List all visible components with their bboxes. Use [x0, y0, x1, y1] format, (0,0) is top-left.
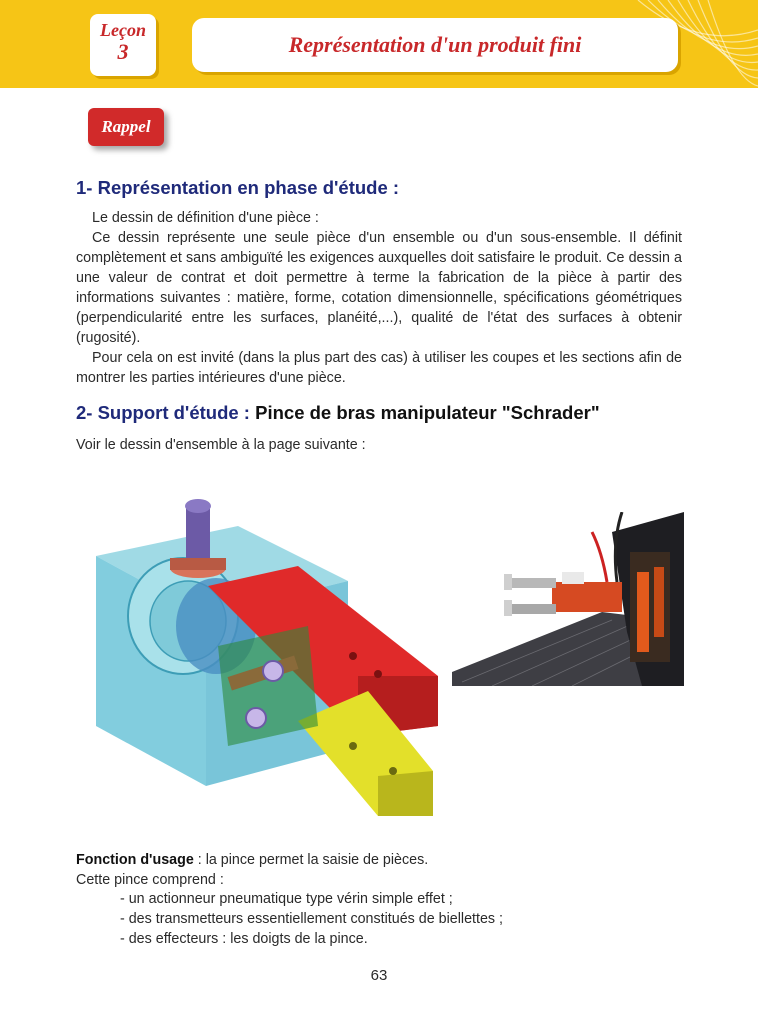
section1-coupes: Pour cela on est invité (dans la plus part des cas) à utiliser les coupes et les sections afin de montrer les parties intérieures d'une pièce. — [76, 350, 682, 386]
fonction-usage-label: Fonction d'usage — [76, 852, 194, 868]
section2-heading — [76, 402, 600, 424]
gripper-cad-illustration — [88, 486, 440, 826]
section2-heading-rest: Pince de bras manipulateur "Schrader" — [249, 402, 600, 423]
list-item: - un actionneur pneumatique type vérin simple effet ; — [120, 891, 453, 907]
rappel-tag: Rappel — [88, 108, 164, 146]
component-list — [120, 889, 503, 949]
fonction-usage-text: : la pince permet la saisie de pièces. — [193, 852, 429, 868]
page-number: 63 — [370, 967, 388, 984]
lesson-badge — [90, 14, 156, 76]
section1-heading: 1- Représentation en phase d'étude : — [76, 177, 400, 198]
section2-voir: Voir le dessin d'ensemble à la page suivante : — [76, 437, 366, 453]
title-box — [192, 18, 678, 72]
fonction-usage — [76, 850, 682, 870]
list-item: - des effecteurs : les doigts de la pince. — [120, 931, 368, 947]
section2-heading-colored: 2- Support d'étude : — [76, 402, 250, 423]
gripper-robot-photo — [452, 512, 684, 686]
pince-comprend: Cette pince comprend : — [76, 872, 224, 888]
page-title: Représentation d'un produit fini — [288, 32, 582, 57]
section1-intro: Le dessin de définition d'une pièce : — [92, 210, 319, 226]
section1-body: Ce dessin représente une seule pièce d'un ensemble ou d'un sous-ensemble. Il définit complètement et sans ambiguïté les exigences auxquelles doit satisfaire le produit. Ce dessin a une valeur de contrat et doit permettre à terme la fabrication de la pièce à partir des informations suivantes : matière, forme, cotation dimensionnelle, spécifications géométriques (perpendicularité entre les surfaces, planéité,...), qualité de l'état des surfaces à obtenir (rugosité). — [76, 230, 682, 346]
list-item: - des transmetteurs essentiellement constitués de biellettes ; — [120, 911, 504, 927]
lesson-label: Leçon — [100, 20, 146, 40]
lesson-number: 3 — [117, 39, 129, 64]
